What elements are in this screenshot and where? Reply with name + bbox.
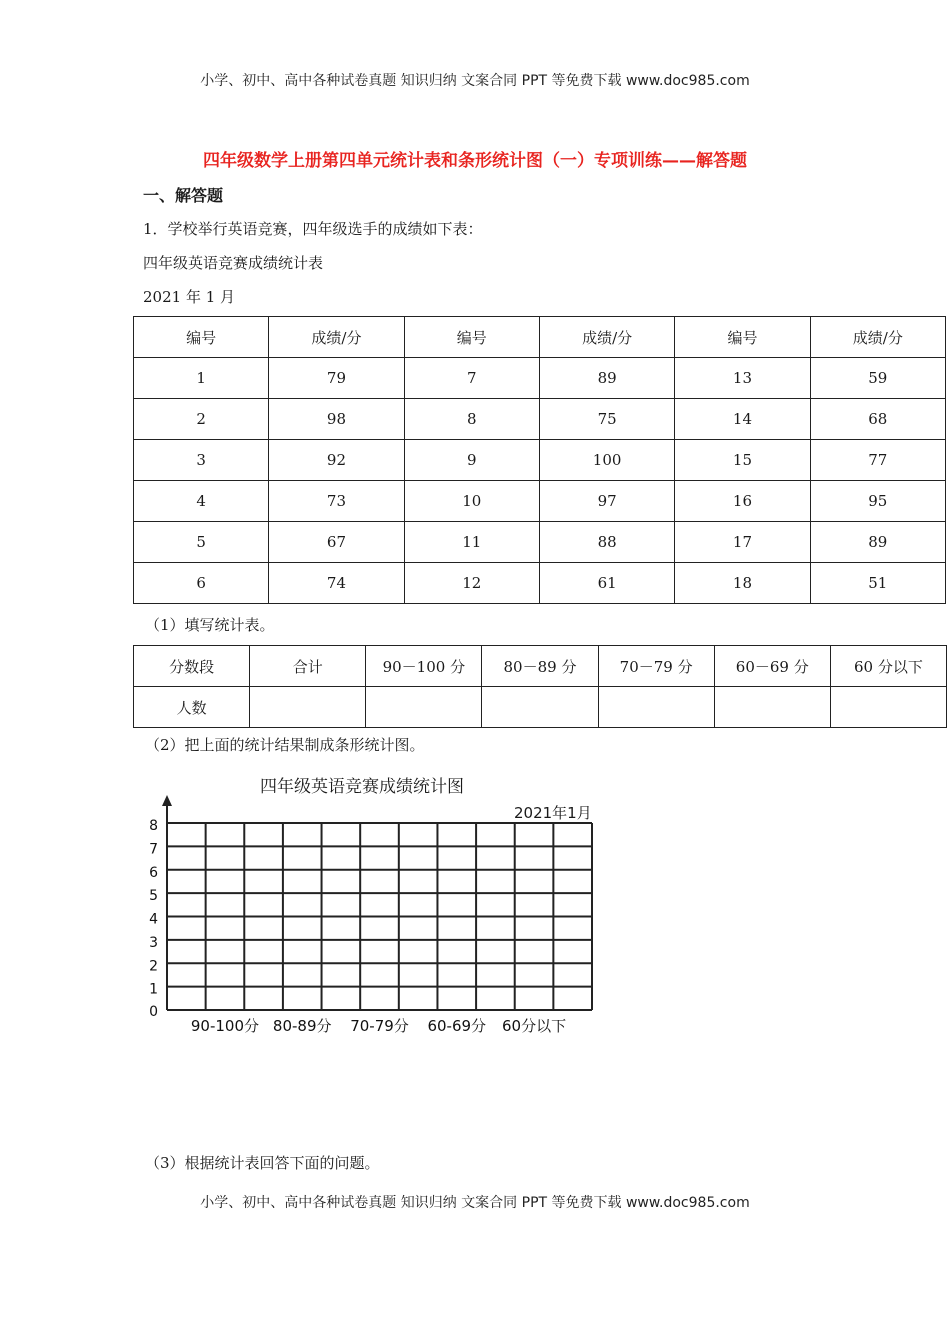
header-cell: 成绩/分 [810,317,945,358]
y-tick-label: 4 [149,911,158,928]
header-cell: 成绩/分 [539,317,674,358]
table-caption: 四年级英语竞赛成绩统计表 [143,254,324,272]
table-row [134,399,946,440]
part-1-instruction: （1）填写统计表。 [145,616,275,634]
y-tick-label: 3 [149,934,158,951]
data-cell: 7 [404,358,539,399]
section-heading: 一、解答题 [143,186,224,205]
x-category-label: 70-79分 [350,1017,409,1035]
data-cell: 59 [810,358,945,399]
data-cell: 17 [675,522,810,563]
table-row [134,522,946,563]
data-cell: 67 [269,522,404,563]
data-cell: 74 [269,563,404,604]
y-tick-label: 5 [149,888,158,905]
data-cell: 95 [810,481,945,522]
blank-answer-cell[interactable] [482,687,598,728]
data-cell: 4 [134,481,269,522]
header-cell: 70－79 分 [598,646,714,687]
table-row [134,317,946,358]
data-cell: 73 [269,481,404,522]
data-cell: 8 [404,399,539,440]
y-tick-label: 0 [149,1004,158,1020]
header-cell: 合计 [250,646,366,687]
table-row [134,687,947,728]
x-category-label: 60-69分 [427,1017,487,1035]
question-intro: 1．学校举行英语竞赛，四年级选手的成绩如下表： [143,220,483,238]
data-cell: 89 [539,358,674,399]
data-cell: 79 [269,358,404,399]
row-label-cell: 人数 [134,687,250,728]
data-cell: 15 [675,440,810,481]
data-cell: 1 [134,358,269,399]
score-table [133,316,946,604]
blank-answer-cell[interactable] [366,687,482,728]
table-row [134,563,946,604]
data-cell: 11 [404,522,539,563]
data-cell: 92 [269,440,404,481]
page-footer: 小学、初中、高中各种试卷真题 知识归纳 文案合同 PPT 等免费下载 www.doc985.com [200,1195,750,1211]
data-cell: 6 [134,563,269,604]
y-tick-label: 6 [149,864,158,881]
data-cell: 5 [134,522,269,563]
data-cell: 89 [810,522,945,563]
header-cell: 80－89 分 [482,646,598,687]
x-category-label: 80-89分 [272,1017,332,1035]
table-row [134,481,946,522]
data-cell: 14 [675,399,810,440]
blank-answer-cell[interactable] [250,687,366,728]
data-cell: 61 [539,563,674,604]
blank-answer-cell[interactable] [714,687,830,728]
header-cell: 成绩/分 [269,317,404,358]
blank-answer-cell[interactable] [598,687,714,728]
data-cell: 51 [810,563,945,604]
x-category-label: 90-100分 [190,1017,260,1035]
table-row [134,358,946,399]
y-tick-label: 1 [149,981,158,998]
header-cell: 编号 [134,317,269,358]
chart-title: 四年级英语竞赛成绩统计图 [260,777,464,797]
y-tick-label: 7 [149,841,158,858]
x-category-label: 60分以下 [501,1017,567,1035]
part-2-instruction: （2）把上面的统计结果制成条形统计图。 [145,736,425,754]
fill-table [133,645,947,728]
data-cell: 88 [539,522,674,563]
table-row [134,440,946,481]
data-cell: 18 [675,563,810,604]
data-cell: 68 [810,399,945,440]
data-cell: 16 [675,481,810,522]
header-cell: 分数段 [134,646,250,687]
header-cell: 60 分以下 [830,646,946,687]
data-cell: 98 [269,399,404,440]
data-cell: 3 [134,440,269,481]
blank-answer-cell[interactable] [830,687,946,728]
y-tick-label: 8 [149,818,158,834]
page-header: 小学、初中、高中各种试卷真题 知识归纳 文案合同 PPT 等免费下载 www.doc985.com [200,73,750,89]
data-cell: 13 [675,358,810,399]
data-cell: 77 [810,440,945,481]
bar-chart-grid [140,790,610,1040]
data-cell: 9 [404,440,539,481]
data-cell: 10 [404,481,539,522]
data-cell: 2 [134,399,269,440]
header-cell: 编号 [675,317,810,358]
part-3-instruction: （3）根据统计表回答下面的问题。 [145,1154,380,1172]
data-cell: 97 [539,481,674,522]
data-cell: 75 [539,399,674,440]
table-date: 2021 年 1 月 [143,288,236,306]
table-row [134,646,947,687]
document-title: 四年级数学上册第四单元统计表和条形统计图（一）专项训练——解答题 [203,151,747,171]
y-tick-label: 2 [149,958,158,975]
chart-date: 2021年1月 [514,804,592,822]
header-cell: 编号 [404,317,539,358]
header-cell: 90－100 分 [366,646,482,687]
data-cell: 100 [539,440,674,481]
data-cell: 12 [404,563,539,604]
y-axis-arrow [162,795,172,806]
header-cell: 60－69 分 [714,646,830,687]
